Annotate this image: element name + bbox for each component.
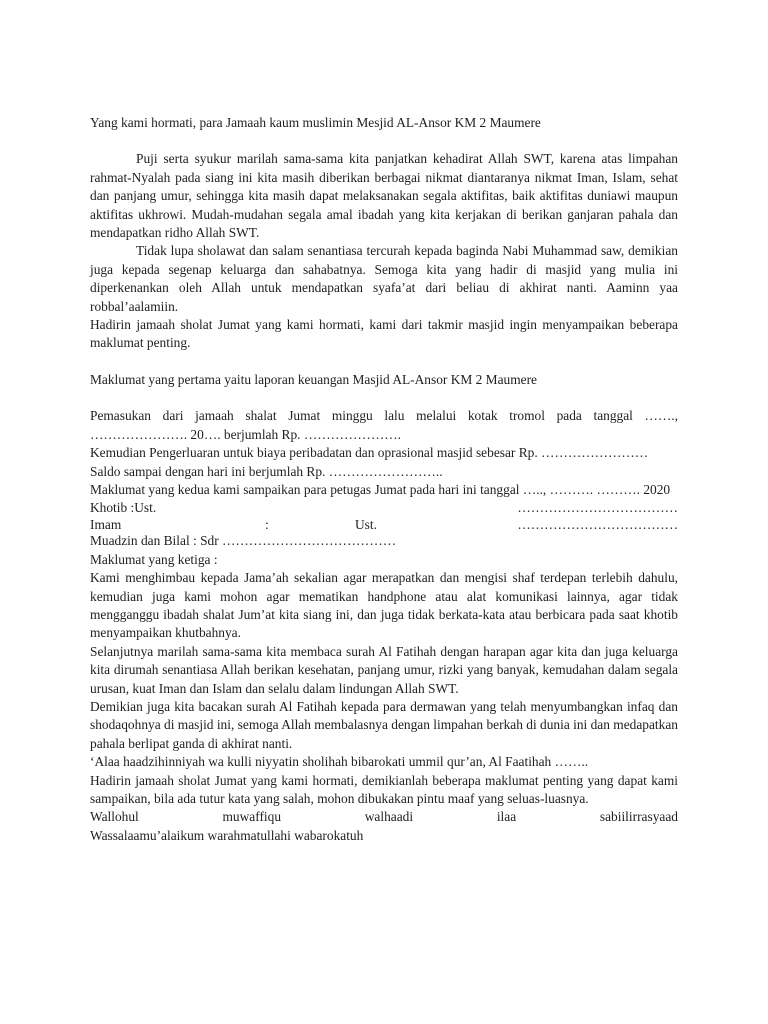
imam-ust: Ust. [355, 517, 377, 533]
khotib-label: Khotib :Ust. [90, 500, 157, 516]
imam-colon: : [265, 517, 269, 533]
muadzin-line: Muadzin dan Bilal : Sdr ………………………………… [90, 533, 397, 549]
khotib-row [90, 499, 678, 516]
khotib-dots: ……………………………… [517, 500, 678, 516]
closing-phrase [90, 808, 678, 826]
closing-word: ilaa [496, 809, 517, 825]
paragraph-fatihah-donors: Demikian juga kita bacakan surah Al Fatihah kepada para dermawan yang telah menyumbangkan infaq dan shodaqohnya di masjid ini, semoga Allah membalasnya dengan limpahan berkah di dunia ini dan medapatkan pahala berlipat ganda di akhirat nanti. [90, 698, 678, 751]
imam-row [90, 516, 678, 532]
paragraph-fatihah-family: Selanjutnya marilah sama-sama kita membaca surah Al Fatihah dengan harapan agar kita dan juga keluarga kita dirumah senantiasa Allah berikan kesehatan, panjang umur, rizki yang banyak, kemudahan dalam segala urusan, kuat Iman dan Islam dan selalu dalam lindungan Allah SWT. [90, 643, 678, 696]
paragraph-announcement-intro: Hadirin jamaah sholat Jumat yang kami hormati, kami dari takmir masjid ingin menyampaikan beberapa maklumat penting. [90, 317, 678, 351]
paragraph-income: Pemasukan dari jamaah shalat Jumat minggu lalu melalui kotak tromol pada tanggal ……., …………………. 20…. berjumlah Rp. …………………. [90, 408, 678, 442]
paragraph-niyyah: ‘Alaa haadzihinniyah wa kulli niyyatin sholihah bibarokati ummil qur’an, Al Faatihah …….. [90, 754, 589, 770]
closing-word: sabiilirrasyaad [599, 809, 678, 825]
heading-first-announcement: Maklumat yang pertama yaitu laporan keuangan Masjid AL-Ansor KM 2 Maumere [90, 371, 537, 387]
heading-third-announcement: Maklumat yang ketiga : [90, 551, 218, 567]
document-body [90, 114, 678, 845]
paragraph-expense: Kemudian Pengerluaran untuk biaya peribadatan dan oprasional masjid sebesar Rp. …………………… [90, 445, 649, 461]
paragraph-sholawat: Tidak lupa sholawat dan salam senantiasa tercurah kepada baginda Nabi Muhammad saw, demikian juga kepada segenap keluarga dan sahabatnya. Semoga kita yang hadir di masjid yang mulia ini diperkenankan oleh Allah untuk mendapatkan syafa’at dari beliau di akhirat nanti. Aaminn yaa robbal’aalamiin. [90, 243, 678, 314]
closing-word: Wallohul [90, 809, 139, 825]
paragraph-officers: Maklumat yang kedua kami sampaikan para petugas Jumat pada hari ini tanggal ….., ………. ………. 2020 [90, 481, 671, 497]
closing-word: muwaffiqu [222, 809, 282, 825]
paragraph-appeal: Kami menghimbau kepada Jama’ah sekalian agar merapatkan dan mengisi shaf terdepan terlebih dahulu, kemudian juga kami mohon agar mematikan handphone atau alat komunikasi lainnya, agar tidak mengganggu ibadah shalat Jum’at kita siang ini, dan juga tidak berkata-kata atau berbicara pada saat khotib menyampaikan khutbahnya. [90, 570, 678, 641]
imam-dots: ……………………………… [517, 517, 678, 533]
imam-label: Imam [90, 517, 122, 533]
greeting: Yang kami hormati, para Jamaah kaum muslimin Mesjid AL-Ansor KM 2 Maumere [90, 115, 541, 130]
paragraph-closing: Hadirin jamaah sholat Jumat yang kami hormati, demikianlah beberapa maklumat penting yang dapat kami sampaikan, bila ada tutur kata yang salah, mohon dibukakan pintu maaf yang seluas-luasnya. [90, 772, 678, 806]
closing-word: walhaadi [364, 809, 414, 825]
salam-line: Wassalaamu’alaikum warahmatullahi wabarokatuh [90, 827, 364, 843]
paragraph-opening: Puji serta syukur marilah sama-sama kita panjatkan kehadirat Allah SWT, karena atas limpahan rahmat-Nyalah pada siang ini kita masih diberikan berbagai nikmat diantaranya nikmat Iman, Islam, sehat dan panjang umur, sehingga kita masih dapat melaksanakan segala aktifitas, baik aktifitas duniawi maupun aktifitas ukhrowi. Mudah-mudahan segala amal ibadah yang kita kerjakan di berikan ganjaran pahala dan mendapatkan ridho Allah SWT. [90, 151, 678, 241]
paragraph-balance: Saldo sampai dengan hari ini berjumlah Rp. …………………….. [90, 463, 443, 479]
